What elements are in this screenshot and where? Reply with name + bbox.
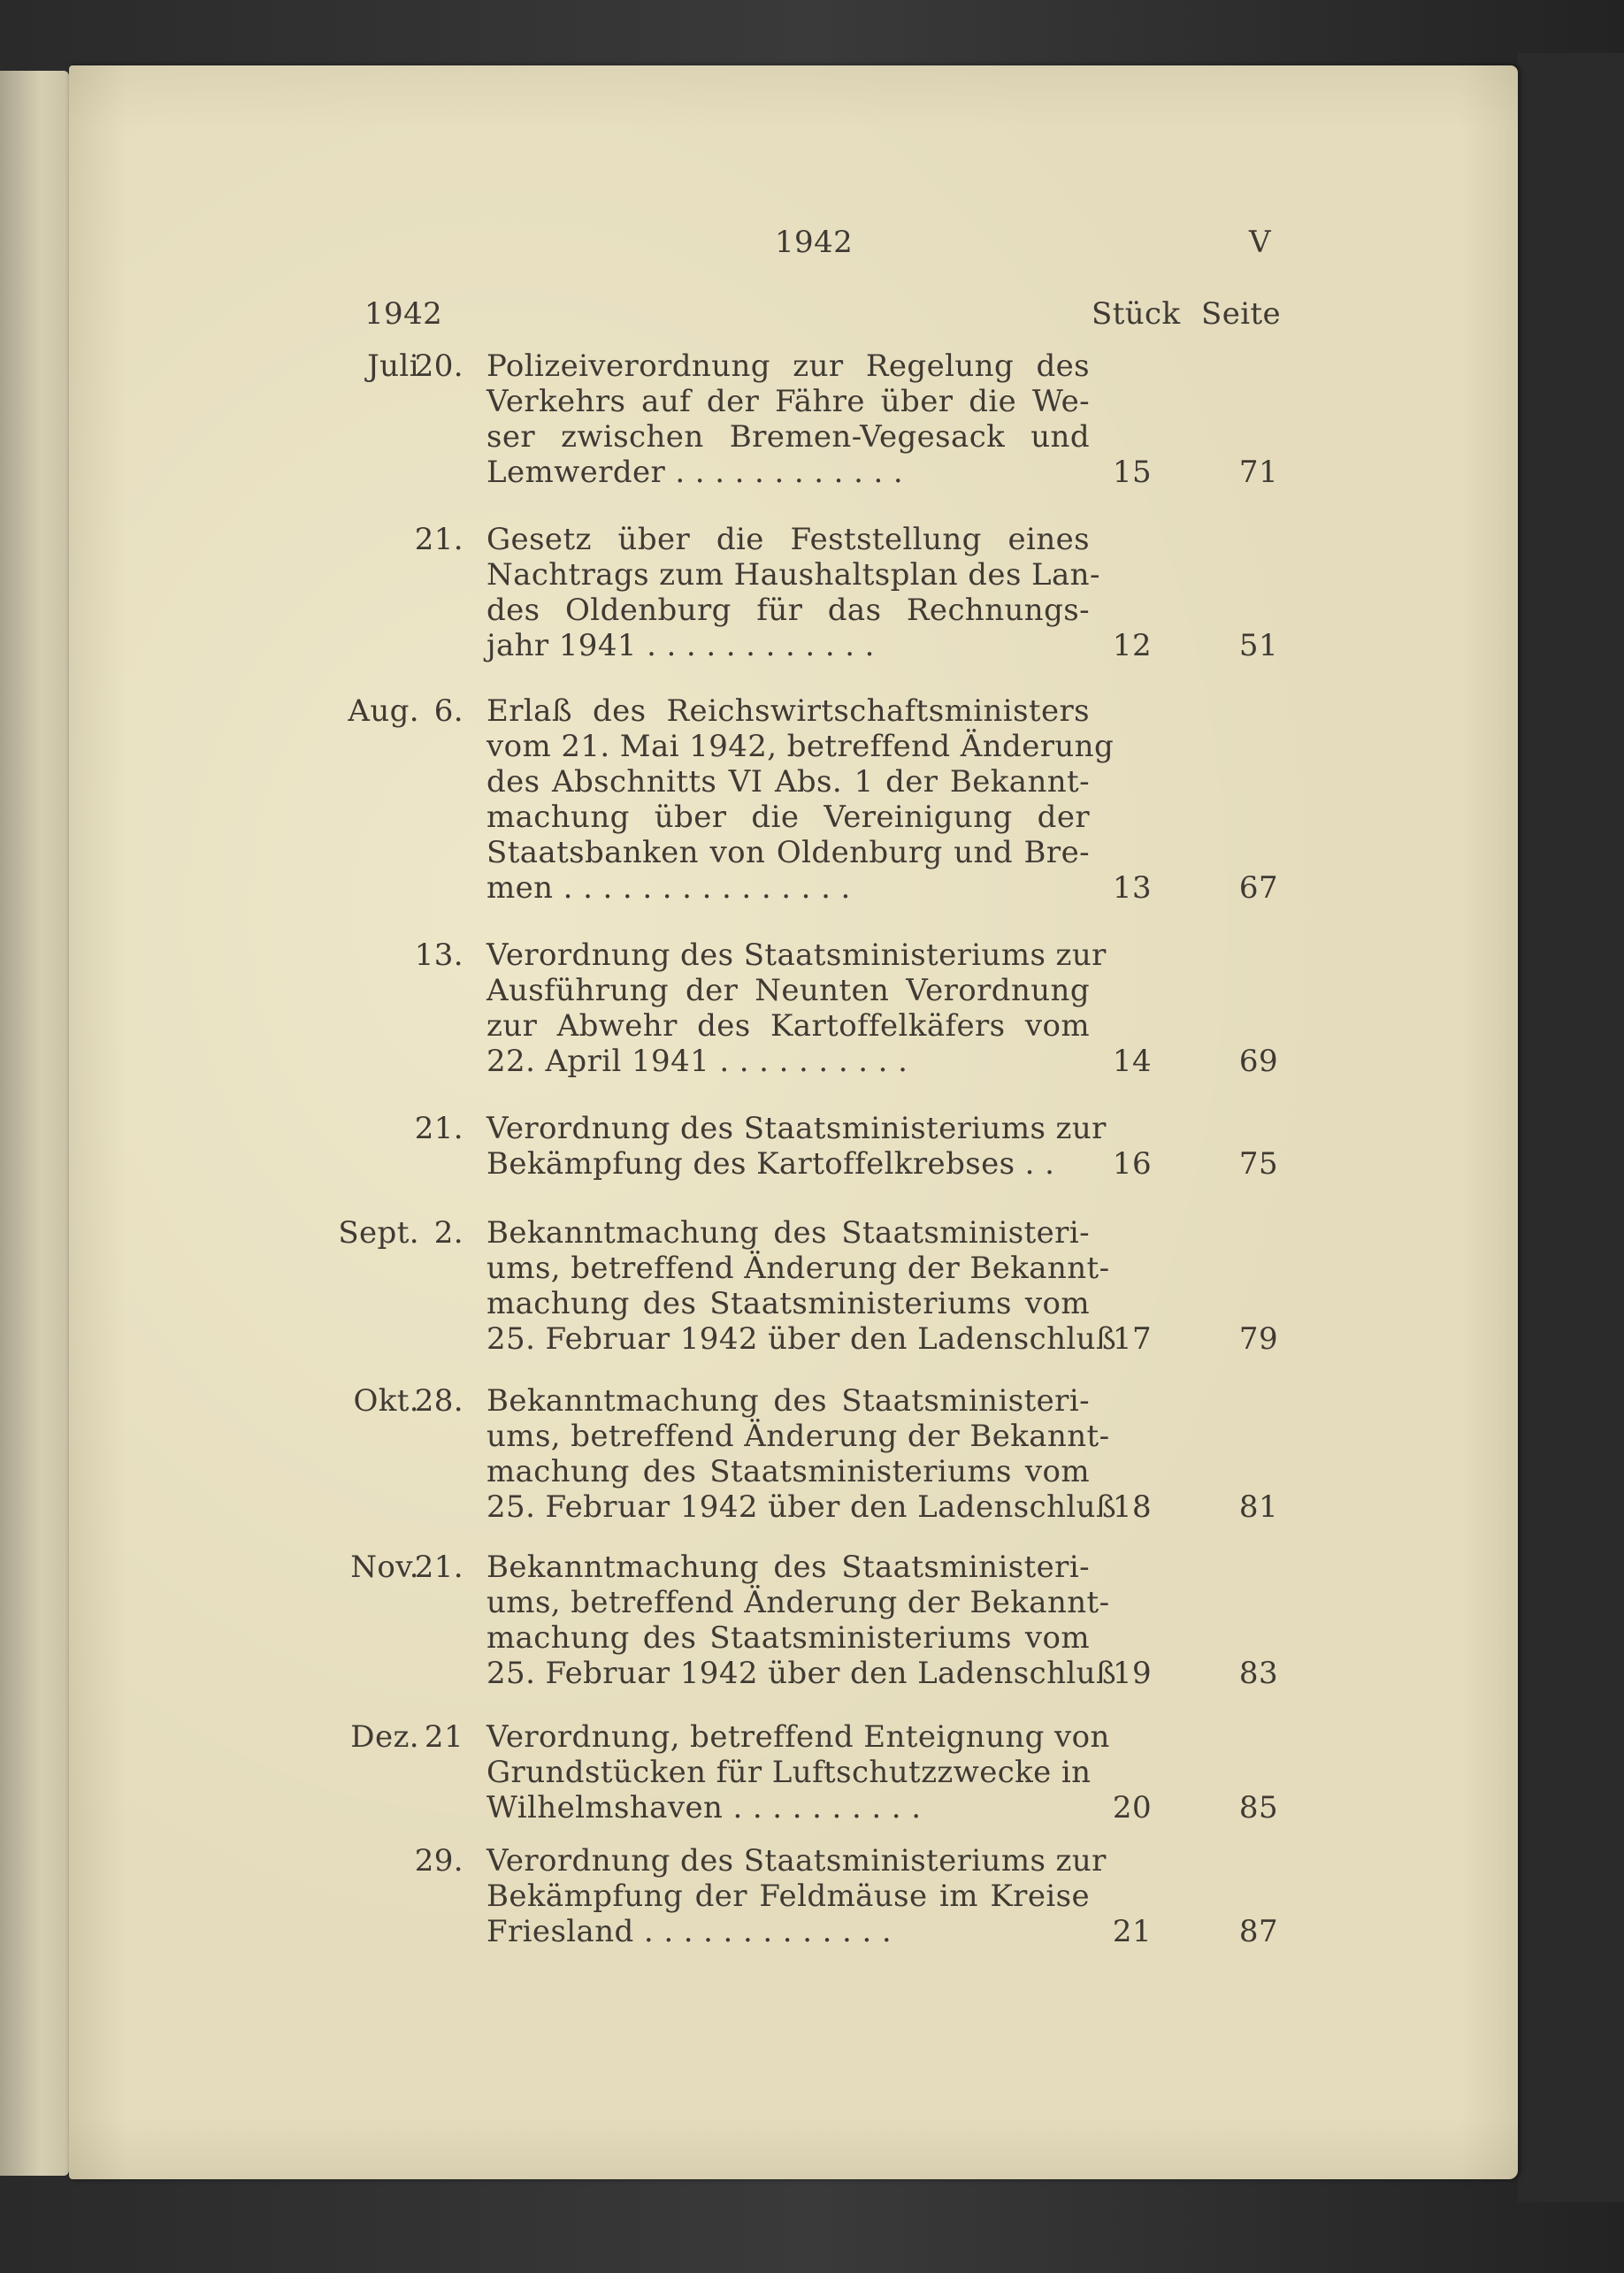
entry-day: 2. [433,1215,463,1251]
entry-day: 21. [414,1550,463,1585]
entry-title-line: machung über die Vereinigung der [486,800,1090,835]
entry-title-line: Friesland . . . . . . . . . . . . . [486,1914,892,1949]
left-page-edge [0,71,69,2176]
entry-title-line: Lemwerder . . . . . . . . . . . . [486,455,904,490]
entry-seite: 69 [1238,1044,1278,1079]
entry-seite: 71 [1238,455,1278,490]
entry-title-line: des Abschnitts VI Abs. 1 der Bekannt- [486,764,1090,800]
entry-title-line: Bekanntmachung des Staatsministeri- [486,1550,1090,1585]
entry-title-line: machung des Staatsministeriums vom [486,1286,1090,1321]
running-header-year: 1942 [775,225,854,260]
entry-seite: 67 [1238,870,1278,906]
entry-title-line: Verordnung, betreffend Enteignung von [486,1719,1110,1755]
entry-title-line: men . . . . . . . . . . . . . . . [486,870,851,906]
entry-title-line: Grundstücken für Luftschutzzwecke in [486,1755,1092,1790]
entry-day: 29. [414,1843,463,1879]
entry-stueck: 18 [1112,1489,1152,1525]
entry-title-line: vom 21. Mai 1942, betreffend Änderung [486,729,1115,764]
entry-day: 20. [414,348,463,384]
entry-stueck: 20 [1112,1790,1152,1825]
entry-stueck: 12 [1112,628,1152,663]
entry-title-line: 22. April 1941 . . . . . . . . . . [486,1044,908,1079]
entry-stueck: 15 [1112,455,1152,490]
entry-day: 6. [433,693,463,729]
entry-title-line: zur Abwehr des Kartoffelkäfers vom [486,1008,1090,1044]
entry-title-line: machung des Staatsministeriums vom [486,1454,1090,1489]
entry-title-line: ums, betreffend Änderung der Bekannt- [486,1585,1110,1620]
entry-title-line: Erlaß des Reichswirtschaftsministers [486,693,1090,729]
entry-month: Dez. [350,1719,419,1755]
entry-title-line: des Oldenburg für das Rechnungs- [486,593,1090,628]
entry-seite: 79 [1238,1321,1278,1357]
page-number-roman: V [1249,225,1271,260]
entry-month: Nov. [350,1550,419,1585]
entry-day: 21. [414,1111,463,1146]
entry-seite: 85 [1238,1790,1278,1825]
entry-title-line: Polizeiverordnung zur Regelung des [486,348,1090,384]
column-header-stueck: Stück [1092,296,1181,332]
entry-title-line: Bekämpfung des Kartoffelkrebses . . [486,1146,1055,1182]
entry-seite: 51 [1238,628,1278,663]
entry-title-line: 25. Februar 1942 über den Ladenschluß [486,1321,1117,1357]
entry-title-line: Bekämpfung der Feldmäuse im Kreise [486,1879,1090,1914]
entry-title-line: Verordnung des Staatsministeriums zur [486,938,1107,973]
entry-stueck: 16 [1112,1146,1152,1182]
entry-title-line: Bekanntmachung des Staatsministeri- [486,1383,1090,1419]
entry-seite: 75 [1238,1146,1278,1182]
entry-title-line: Nachtrags zum Haushaltsplan des Lan- [486,557,1100,593]
entry-title-line: 25. Februar 1942 über den Ladenschluß [486,1656,1117,1691]
entry-month: Sept. [338,1215,419,1251]
entry-title-line: Staatsbanken von Oldenburg und Bre- [486,835,1090,870]
entry-title-line: Gesetz über die Feststellung eines [486,522,1090,557]
entry-stueck: 21 [1112,1914,1152,1949]
entry-month: Aug. [348,693,419,729]
entry-title-line: Verkehrs auf der Fähre über die We- [486,384,1090,419]
entry-stueck: 19 [1112,1656,1152,1691]
entry-title-line: Verordnung des Staatsministeriums zur [486,1111,1107,1146]
entry-seite: 81 [1238,1489,1278,1525]
entry-month: Okt. [353,1383,419,1419]
entry-title-line: machung des Staatsministeriums vom [486,1620,1090,1656]
entry-title-line: jahr 1941 . . . . . . . . . . . . [486,628,875,663]
entry-title-line: Ausführung der Neunten Verordnung [486,973,1090,1008]
entry-title-line: 25. Februar 1942 über den Ladenschluß [486,1489,1117,1525]
entry-stueck: 17 [1112,1321,1152,1357]
entry-day: 13. [414,938,463,973]
entry-title-line: ums, betreffend Änderung der Bekannt- [486,1251,1110,1286]
entry-seite: 83 [1238,1656,1278,1691]
entry-month: Juli [367,348,419,384]
entry-title-line: Wilhelmshaven . . . . . . . . . . [486,1790,922,1825]
entry-title-line: Verordnung des Staatsministeriums zur [486,1843,1107,1879]
book-cover-edge [1518,53,1624,2202]
column-header-seite: Seite [1201,296,1282,332]
entry-day: 21. [414,522,463,557]
entry-day: 21 [424,1719,463,1755]
entry-title-line: ser zwischen Bremen-Vegesack und [486,419,1090,455]
entry-stueck: 13 [1112,870,1152,906]
entry-seite: 87 [1238,1914,1278,1949]
entry-title-line: ums, betreffend Änderung der Bekannt- [486,1419,1110,1454]
entry-title-line: Bekanntmachung des Staatsministeri- [486,1215,1090,1251]
entry-day: 28. [414,1383,463,1419]
column-header-year: 1942 [364,296,443,332]
entry-stueck: 14 [1112,1044,1152,1079]
